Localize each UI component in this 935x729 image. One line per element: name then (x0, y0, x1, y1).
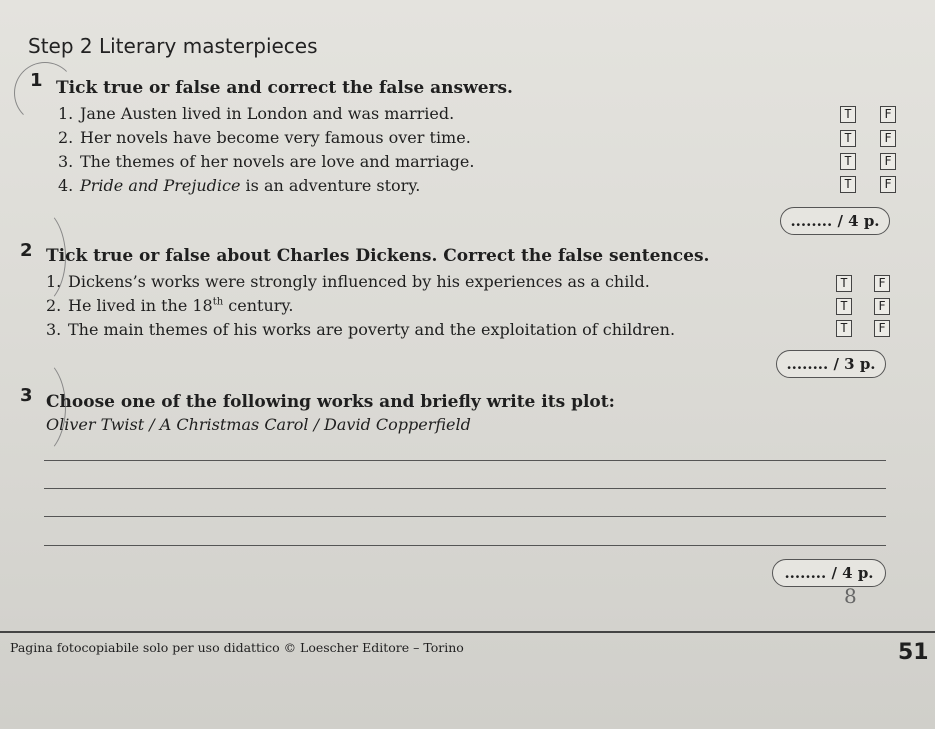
exercise-2-heading: Tick true or false about Charles Dickens. Correct the false sentences. (46, 246, 710, 266)
works-list: Oliver Twist / A Christmas Carol / David Copperfield (46, 415, 471, 434)
footer-copyright: Pagina fotocopiabile solo per uso didattico © Loescher Editore – Torino (10, 640, 464, 655)
ex1-item-2-false-box[interactable]: F (880, 130, 896, 147)
item-text: He lived in the 18 (68, 296, 213, 315)
item-number: 2. (46, 296, 62, 315)
page-title: Step 2 Literary masterpieces (28, 34, 318, 58)
exercise-2-number: 2 (20, 240, 33, 261)
item-text: The main themes of his works are poverty and the exploitation of children. (68, 320, 676, 339)
ex2-item-1 (46, 272, 650, 291)
item-text: Her novels have become very famous over time. (80, 128, 471, 147)
ex1-item-1-true-box[interactable]: T (840, 106, 856, 123)
ex2-item-3-false-box[interactable]: F (874, 320, 890, 337)
exercise-1-number: 1 (30, 70, 43, 91)
ordinal-suffix: th (212, 296, 224, 308)
ex1-item-4 (58, 176, 420, 195)
ex2-item-3-true-box[interactable]: T (836, 320, 852, 337)
answer-line-3[interactable] (44, 516, 886, 517)
item-number: 4. (58, 176, 74, 195)
footer-divider (0, 631, 935, 633)
ex1-item-3 (58, 152, 474, 171)
item-text: Jane Austen lived in London and was married. (80, 104, 455, 123)
item-text: The themes of her novels are love and marriage. (80, 152, 475, 171)
pencil-mark: 8 (844, 584, 857, 608)
ex1-score: ........ / 4 p. (780, 207, 890, 235)
ex1-item-1 (58, 104, 454, 123)
ex1-item-2 (58, 128, 471, 147)
ex1-item-1-false-box[interactable]: F (880, 106, 896, 123)
ex2-item-3 (46, 320, 675, 339)
item-text-after: century. (223, 296, 294, 315)
item-text: Dickens’s works were strongly influenced by his experiences as a child. (68, 272, 650, 291)
ex1-item-3-false-box[interactable]: F (880, 153, 896, 170)
page-number: 51 (898, 640, 929, 665)
ex1-item-4-false-box[interactable]: F (880, 176, 896, 193)
ex2-item-1-true-box[interactable]: T (836, 275, 852, 292)
ex2-item-2 (46, 296, 293, 315)
item-number: 3. (58, 152, 74, 171)
ex2-item-2-false-box[interactable]: F (874, 298, 890, 315)
item-text: is an adventure story. (240, 176, 421, 195)
ex1-item-4-true-box[interactable]: T (840, 176, 856, 193)
item-number: 3. (46, 320, 62, 339)
exercise-3-number: 3 (20, 385, 33, 406)
ex3-score: ........ / 4 p. (772, 559, 886, 587)
ex2-item-2-true-box[interactable]: T (836, 298, 852, 315)
ex2-score: ........ / 3 p. (776, 350, 886, 378)
ex1-item-3-true-box[interactable]: T (840, 153, 856, 170)
ex2-item-1-false-box[interactable]: F (874, 275, 890, 292)
item-number: 1. (46, 272, 62, 291)
answer-line-2[interactable] (44, 488, 886, 489)
item-number: 2. (58, 128, 74, 147)
answer-line-4[interactable] (44, 545, 886, 546)
exercise-3-heading: Choose one of the following works and briefly write its plot: (46, 392, 615, 412)
item-number: 1. (58, 104, 74, 123)
exercise-1-heading: Tick true or false and correct the false answers. (56, 78, 513, 98)
ex1-item-2-true-box[interactable]: T (840, 130, 856, 147)
book-title: Pride and Prejudice (80, 176, 241, 195)
answer-line-1[interactable] (44, 460, 886, 461)
